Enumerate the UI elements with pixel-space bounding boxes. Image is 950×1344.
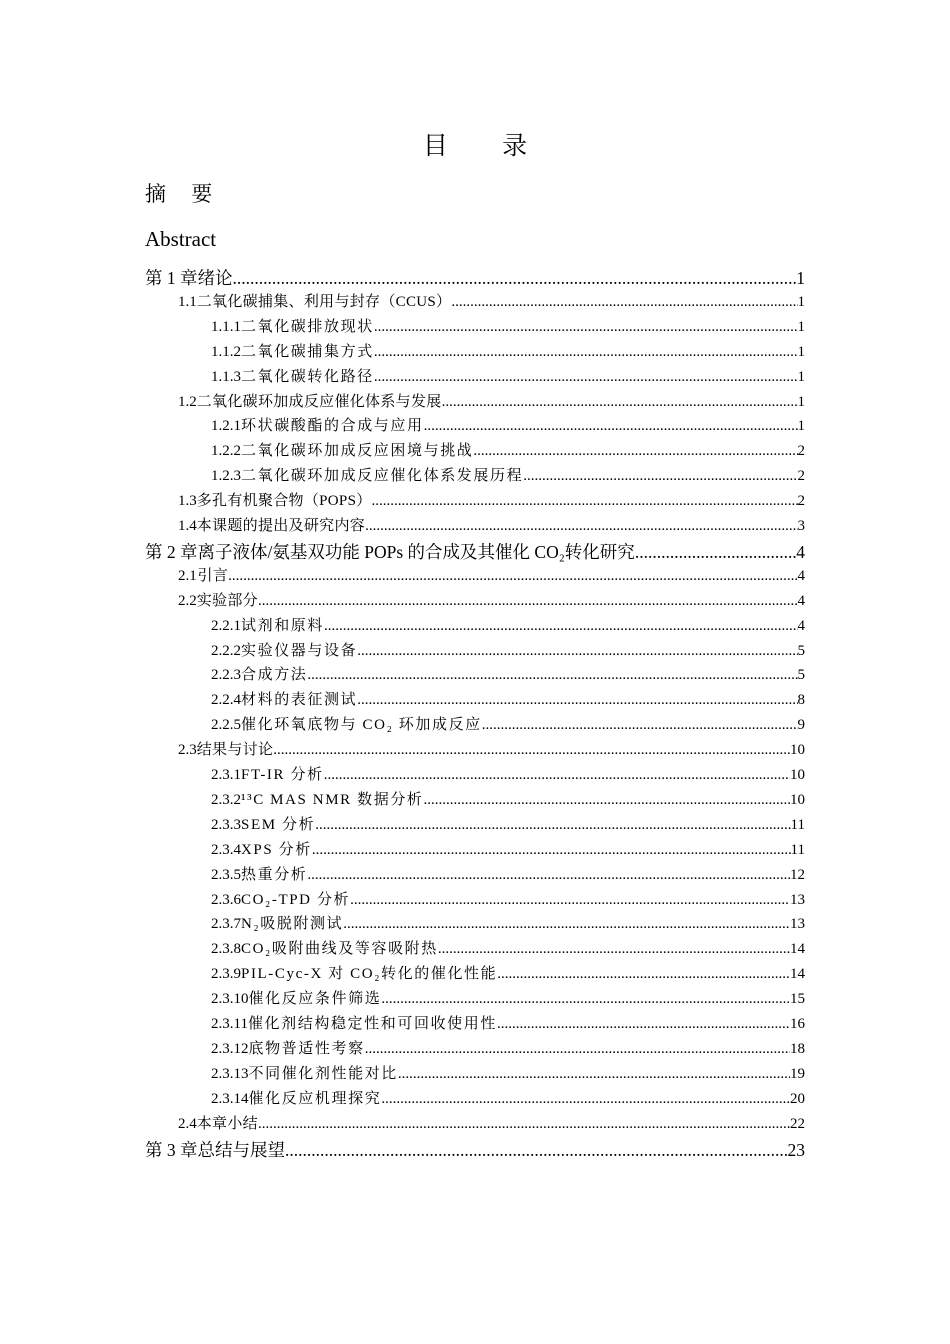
toc-entry-title: FT-IR 分析 [241, 767, 324, 783]
toc-entry[interactable] [0, 1062, 950, 1087]
toc-entry-number: 1.2.3 [211, 468, 241, 485]
toc-entry-number: 2.2.3 [211, 667, 241, 684]
toc-entry-page: 12 [790, 866, 805, 883]
toc-entry-page: 11 [790, 816, 805, 833]
toc-entry-number: 2.3.13 [211, 1065, 249, 1082]
toc-entry-title: 催化反应条件筛选 [248, 991, 382, 1008]
dot-leader [365, 1041, 790, 1058]
toc-entry-number: 第 3 章 [145, 1139, 198, 1160]
toc-entry-page: 2 [797, 443, 805, 460]
toc-entry-page: 1 [797, 318, 805, 335]
toc-entry-line [178, 290, 805, 311]
toc-entry-number: 2.3.1 [211, 767, 241, 783]
toc-entry-title: XPS 分析 [241, 841, 312, 858]
dot-leader [438, 941, 790, 958]
toc-entry-number: 2.3 [178, 742, 197, 759]
toc-entry-page: 4 [796, 541, 805, 562]
toc-entry-title: PIL-Cyc-X 对 CO₂转化的催化性能 [241, 966, 498, 983]
toc-entry-page: 11 [790, 841, 805, 858]
dot-leader [228, 568, 797, 585]
toc-entry-title: 二氧化碳捕集方式 [241, 343, 374, 360]
toc-entry-line [178, 390, 805, 411]
toc-entry[interactable] [0, 464, 950, 489]
toc-entry-page: 15 [790, 991, 805, 1008]
toc-entry-number: 2.3.9 [211, 966, 241, 983]
toc-entry-page: 19 [790, 1065, 805, 1082]
toc-entry-line [211, 813, 805, 834]
toc-entry-number: 2.3.6 [211, 891, 241, 908]
toc-entry-number: 2.3.8 [211, 941, 241, 958]
toc-entry-page: 14 [790, 966, 805, 983]
toc-entry[interactable] [0, 1087, 950, 1112]
toc-entry-line [178, 489, 805, 510]
toc-entry-page: 18 [790, 1040, 805, 1057]
toc-entry-number: 2.2 [178, 592, 197, 609]
toc-entry-number: 2.3.11 [211, 1016, 248, 1032]
toc-entry-page: 5 [797, 642, 805, 659]
toc-entry[interactable] [0, 439, 950, 464]
abstract-en-heading: Abstract [145, 227, 217, 251]
toc-entry-number: 2.3.7 [211, 916, 241, 933]
toc-entry[interactable] [0, 414, 950, 439]
toc-entry[interactable] [0, 514, 950, 539]
toc-entry-title: 引言 [197, 567, 229, 584]
toc-entry[interactable] [0, 290, 950, 315]
toc-entry-line [145, 539, 805, 564]
dot-leader [315, 817, 790, 834]
dot-leader [324, 618, 797, 635]
toc-entry-page: 4 [797, 567, 805, 584]
toc-entry-number: 1.1.2 [211, 343, 241, 360]
toc-entry-page: 13 [790, 891, 805, 908]
toc-entry-title: CO₂-TPD 分析 [241, 891, 351, 908]
dot-leader [398, 1066, 790, 1083]
toc-entry-number: 2.3.12 [211, 1040, 249, 1057]
toc-entry-title: 合成方法 [241, 667, 308, 684]
toc-entry-line [211, 439, 805, 460]
toc-entry-page: 13 [790, 916, 805, 933]
toc-entry-page: 3 [797, 518, 805, 534]
toc-entry-title: 实验仪器与设备 [241, 642, 358, 659]
toc-entry[interactable] [0, 763, 950, 788]
toc-entry-title: 实验部分 [196, 592, 258, 609]
toc-entry-number: 1.4 [178, 518, 197, 534]
toc-entry-number: 2.2.5 [211, 717, 241, 734]
toc-entry-number: 1.1.3 [211, 368, 241, 385]
toc-entry-number: 1.3 [178, 493, 197, 510]
toc-entry-title: 本课题的提出及研究内容 [196, 518, 366, 534]
toc-entry-page: 1 [797, 393, 805, 410]
toc-entry[interactable] [0, 863, 950, 888]
dot-leader [324, 767, 790, 784]
toc-entry[interactable] [0, 589, 950, 614]
dot-leader [312, 842, 791, 859]
dot-leader [497, 966, 790, 983]
toc-entry-number: 2.3.14 [211, 1090, 249, 1107]
dot-leader [635, 542, 796, 563]
toc-entry[interactable] [0, 962, 950, 987]
toc-entry[interactable] [0, 788, 950, 813]
toc-entry-title: 绪论 [197, 268, 233, 288]
toc-entry-page: 8 [797, 692, 805, 709]
toc-entry-title: ¹³C MAS NMR 数据分析 [241, 791, 424, 808]
toc-entry[interactable] [0, 1112, 950, 1137]
toc-entry-page: 1 [796, 268, 805, 288]
toc-entry-line [178, 738, 805, 759]
dot-leader [343, 916, 790, 933]
toc-entry-title: 二氧化碳环加成反应困境与挑战 [241, 443, 474, 460]
toc-entry[interactable] [0, 688, 950, 713]
toc-entry-line [178, 514, 805, 535]
toc-entry-title: 试剂和原料 [241, 617, 325, 634]
toc-entry-number: 1.1 [178, 293, 197, 310]
toc-entry-title: 二氧化碳环加成反应催化体系与发展 [196, 393, 442, 410]
toc-entry-line [211, 614, 805, 635]
toc-entry-page: 5 [797, 667, 805, 684]
toc-entry-page: 1 [797, 293, 805, 310]
toc-entry-page: 10 [790, 791, 805, 808]
toc-entry[interactable] [0, 614, 950, 639]
toc-entry[interactable] [0, 539, 950, 564]
toc-entry-number: 2.3.4 [211, 841, 241, 858]
dot-leader [258, 1116, 790, 1133]
toc-entry-title: 结果与讨论 [196, 742, 274, 759]
toc-entry[interactable] [0, 813, 950, 838]
toc-entry-number: 2.2.4 [211, 692, 241, 709]
toc-entry-number: 1.2 [178, 393, 197, 410]
toc-entry-title: 二氧化碳捕集、利用与封存（CCUS） [196, 293, 452, 310]
toc-entry-number: 2.2.1 [211, 617, 241, 634]
toc-entry-line [211, 340, 805, 361]
toc-entry-line [211, 788, 805, 809]
toc-entry-number: 2.3.5 [211, 866, 241, 883]
toc-entry-page: 1 [797, 368, 805, 385]
dot-leader [258, 593, 798, 610]
toc-entry-number: 2.3.3 [211, 816, 241, 833]
dot-leader [307, 867, 790, 884]
dot-leader [523, 468, 797, 485]
toc-entry-number: 1.2.1 [211, 418, 241, 435]
toc-entry[interactable] [0, 1037, 950, 1062]
toc-entry-page: 9 [797, 717, 805, 734]
dot-leader [374, 319, 798, 336]
toc-entry[interactable] [0, 390, 950, 415]
toc-entry-line [145, 1137, 805, 1162]
toc-entry[interactable] [0, 365, 950, 390]
dot-leader [482, 717, 798, 734]
toc-entry[interactable] [0, 489, 950, 514]
toc-entry-title: 材料的表征测试 [241, 692, 358, 709]
dot-leader [381, 1091, 790, 1108]
toc-entry-line [211, 863, 805, 884]
toc-entry-title: SEM 分析 [241, 816, 316, 833]
toc-entry-page: 10 [790, 742, 805, 759]
dot-leader [473, 443, 797, 460]
toc-entry[interactable] [0, 340, 950, 365]
dot-leader [381, 991, 790, 1008]
toc-entry-line [178, 1112, 805, 1133]
dot-leader [285, 1140, 788, 1161]
toc-entry[interactable] [0, 937, 950, 962]
toc-entry-line [145, 265, 805, 290]
toc-entry-number: 2.4 [178, 1115, 197, 1132]
dot-leader [365, 518, 797, 535]
toc-entry[interactable] [0, 265, 950, 290]
dot-leader [233, 268, 797, 289]
dot-leader [350, 892, 790, 909]
dot-leader [374, 369, 798, 386]
toc-entry[interactable] [0, 639, 950, 664]
dot-leader [424, 792, 790, 809]
toc-entry[interactable] [0, 663, 950, 688]
toc-entry-title: 总结与展望 [197, 1139, 285, 1160]
dot-leader [374, 344, 798, 361]
toc-entry-number: 2.3.2 [211, 791, 241, 808]
toc-entry-title: 催化剂结构稳定性和可回收使用性 [247, 1016, 497, 1032]
toc-entry-line [211, 962, 805, 983]
toc-entry-number: 1.2.2 [211, 443, 241, 460]
toc-entry-title: 催化环氧底物与 CO₂ 环加成反应 [241, 717, 482, 734]
toc-entry-title: N₂吸脱附测试 [241, 916, 344, 933]
toc-entry-line [211, 713, 805, 734]
toc-entry-page: 2 [797, 468, 805, 485]
toc-entry-line [211, 987, 805, 1008]
toc-entry-page: 14 [790, 941, 805, 958]
toc-entry-line [211, 365, 805, 386]
toc-entry-number: 2.3.10 [211, 991, 249, 1008]
toc-entry-title: 环状碳酸酯的合成与应用 [241, 418, 424, 435]
toc-entry-number: 第 2 章 [145, 541, 198, 562]
toc-entry[interactable] [0, 713, 950, 738]
toc-entry-page: 2 [797, 493, 805, 510]
toc-entry[interactable] [0, 912, 950, 937]
toc-entry-line [211, 464, 805, 485]
toc-entry-title: 热重分析 [241, 866, 308, 883]
toc-entry[interactable] [0, 1137, 950, 1162]
toc-entry-page: 22 [790, 1115, 805, 1132]
toc-entry[interactable] [0, 315, 950, 340]
toc-entry-line [211, 414, 805, 435]
toc-entry-title: 催化反应机理探究 [248, 1090, 382, 1107]
toc-entry-page: 20 [790, 1090, 805, 1107]
toc-entry-page: 1 [797, 343, 805, 360]
toc-entry-number: 2.1 [178, 567, 197, 584]
dot-leader [307, 667, 797, 684]
toc-entry-title: 多孔有机聚合物（POPS） [196, 493, 372, 510]
toc-entry-title: 本章小结 [196, 1115, 258, 1132]
toc-entry-line [211, 1012, 805, 1033]
toc-entry-line [211, 1087, 805, 1108]
toc-entry-title: CO₂吸附曲线及等容吸附热 [241, 941, 438, 958]
toc-entry-title: 离子液体/氨基双功能 POPs 的合成及其催化 CO₂转化研究 [197, 541, 635, 562]
toc-entry-title: 二氧化碳环加成反应催化体系发展历程 [241, 468, 524, 485]
dot-leader [451, 294, 797, 311]
toc-entry-page: 10 [790, 767, 805, 783]
dot-leader [273, 742, 790, 759]
toc-entry-title: 不同催化剂性能对比 [248, 1065, 398, 1082]
toc-entry-line [211, 912, 805, 933]
toc-entry[interactable] [0, 838, 950, 863]
toc-entry-number: 第 1 章 [145, 268, 198, 288]
toc-entry-line [211, 315, 805, 336]
abstract-cn-heading: 摘 要 [145, 182, 223, 206]
toc-entry-line [211, 1037, 805, 1058]
toc-entry-page: 4 [797, 592, 805, 609]
dot-leader [357, 643, 797, 660]
toc-entry-title: 二氧化碳转化路径 [241, 368, 374, 385]
dot-leader [424, 418, 798, 435]
toc-entry-page: 16 [790, 1016, 805, 1032]
toc-entry-page: 1 [797, 418, 805, 435]
toc-title: 目 录 [422, 133, 552, 160]
dot-leader [497, 1016, 790, 1033]
toc-entry-line [211, 639, 805, 660]
dot-leader [372, 493, 798, 510]
toc-entry[interactable] [0, 564, 950, 589]
toc-entry-page: 23 [787, 1139, 805, 1160]
dot-leader [357, 692, 797, 709]
toc-entry[interactable] [0, 987, 950, 1012]
toc-entry-title: 底物普适性考察 [248, 1040, 365, 1057]
toc-entry-line [211, 888, 805, 909]
toc-entry-number: 2.2.2 [211, 642, 241, 659]
toc-entry-page: 4 [797, 617, 805, 634]
toc-entry-line [211, 838, 805, 859]
toc-entry-line [178, 589, 805, 610]
toc-entry-title: 二氧化碳排放现状 [241, 318, 374, 335]
toc-entry-line [211, 688, 805, 709]
toc-entry-line [211, 1062, 805, 1083]
dot-leader [442, 394, 798, 411]
toc-entry[interactable] [0, 1012, 950, 1037]
toc-entry[interactable] [0, 888, 950, 913]
toc-entry-line [211, 937, 805, 958]
toc-entry-line [178, 564, 805, 585]
toc-entry-line [211, 763, 805, 784]
toc-entry-line [211, 663, 805, 684]
toc-entry[interactable] [0, 738, 950, 763]
toc-entry-number: 1.1.1 [211, 318, 241, 335]
